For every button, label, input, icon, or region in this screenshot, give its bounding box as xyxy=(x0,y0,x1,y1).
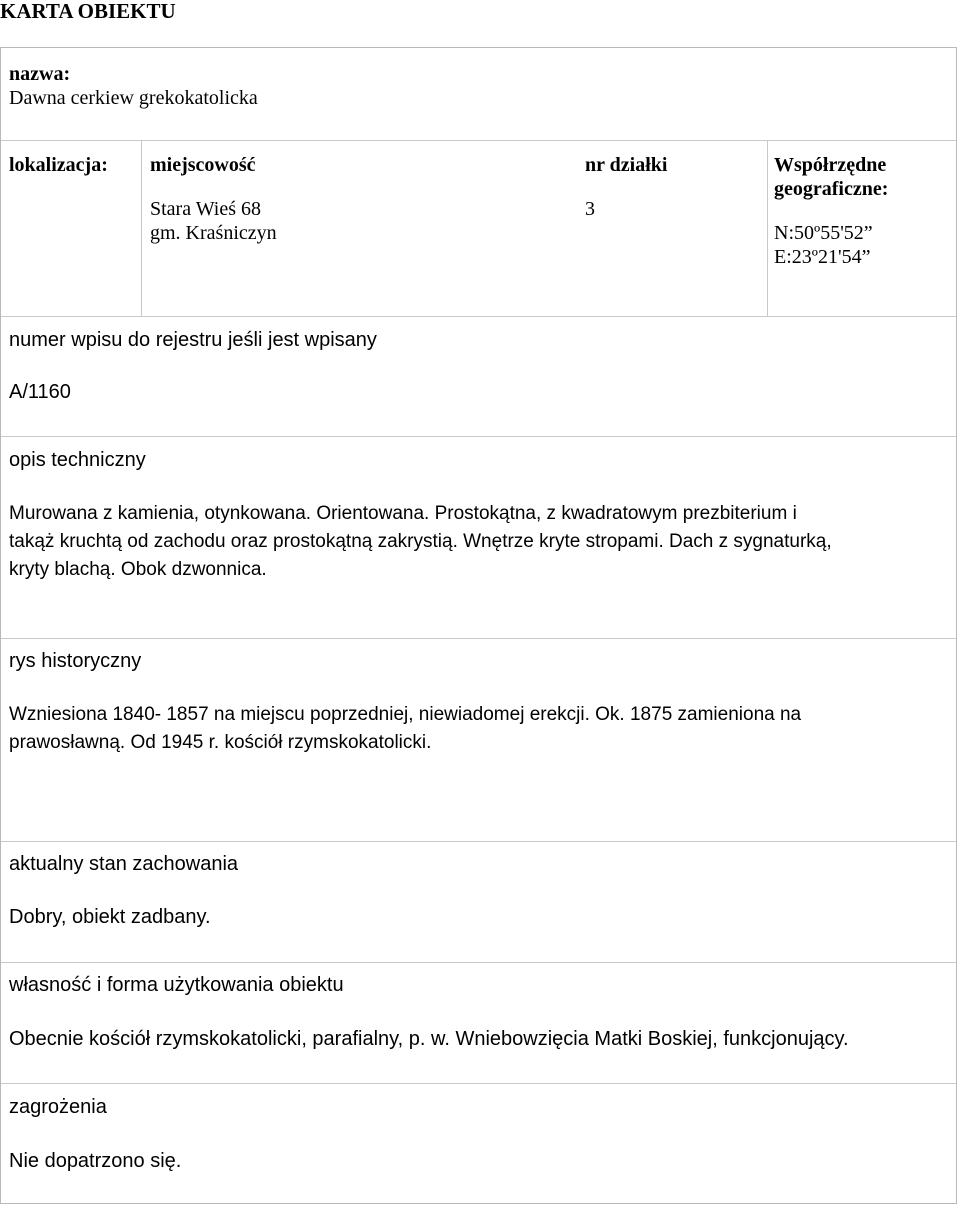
dzialka-cell xyxy=(585,153,667,221)
row-wlasnosc xyxy=(1,963,956,1084)
page-title: KARTA OBIEKTU xyxy=(0,0,176,23)
coords-cell xyxy=(774,153,888,269)
nazwa-label: nazwa: xyxy=(9,63,71,85)
zagrozenia-label: zagrożenia xyxy=(9,1096,107,1118)
divider xyxy=(767,141,768,316)
divider xyxy=(141,141,142,316)
coords-n: N:50º55'52” xyxy=(774,222,873,244)
lokalizacja-label: lokalizacja: xyxy=(9,154,108,176)
rejestr-value: A/1160 xyxy=(9,381,71,403)
rys-line2: prawosławną. Od 1945 r. kościół rzymskokatolicki. xyxy=(9,732,432,753)
opis-line2: takąż kruchtą od zachodu oraz prostokątną zakrystią. Wnętrze kryte stropami. Dach z sygnaturką, xyxy=(9,531,832,552)
row-lokalizacja xyxy=(1,141,956,317)
nazwa-value: Dawna cerkiew grekokatolicka xyxy=(9,87,258,109)
miejscowosc-label: miejscowość xyxy=(150,154,256,176)
row-nazwa xyxy=(1,48,956,141)
row-stan xyxy=(1,842,956,963)
coords-label-line2: geograficzne: xyxy=(774,178,889,200)
coords-e: E:23º21'54” xyxy=(774,246,871,268)
opis-label: opis techniczny xyxy=(9,449,146,471)
opis-line3: kryty blachą. Obok dzwonnica. xyxy=(9,559,267,580)
opis-line1: Murowana z kamienia, otynkowana. Orientowana. Prostokątna, z kwadratowym prezbiterium i xyxy=(9,503,797,524)
coords-label-line1: Współrzędne xyxy=(774,154,887,176)
miejscowosc-line2: gm. Kraśniczyn xyxy=(150,222,277,244)
rejestr-label: numer wpisu do rejestru jeśli jest wpisany xyxy=(9,329,377,351)
miejscowosc-cell xyxy=(150,153,277,245)
row-opis xyxy=(1,437,956,639)
rys-line1: Wzniesiona 1840- 1857 na miejscu poprzedniej, niewiadomej erekcji. Ok. 1875 zamieniona na xyxy=(9,704,802,725)
dzialka-label: nr działki xyxy=(585,154,668,176)
dzialka-value: 3 xyxy=(585,198,595,220)
object-card xyxy=(0,47,957,1204)
miejscowosc-line1: Stara Wieś 68 xyxy=(150,198,262,220)
wlasnosc-value: Obecnie kościół rzymskokatolicki, parafialny, p. w. Wniebowzięcia Matki Boskiej, funkcjonujący. xyxy=(9,1028,849,1050)
wlasnosc-label: własność i forma użytkowania obiektu xyxy=(9,974,344,996)
rys-label: rys historyczny xyxy=(9,650,142,672)
stan-label: aktualny stan zachowania xyxy=(9,853,239,875)
stan-value: Dobry, obiekt zadbany. xyxy=(9,906,211,928)
row-zagrozenia xyxy=(1,1084,956,1203)
row-rejestr xyxy=(1,317,956,437)
zagrozenia-value: Nie dopatrzono się. xyxy=(9,1150,182,1172)
row-rys xyxy=(1,639,956,842)
